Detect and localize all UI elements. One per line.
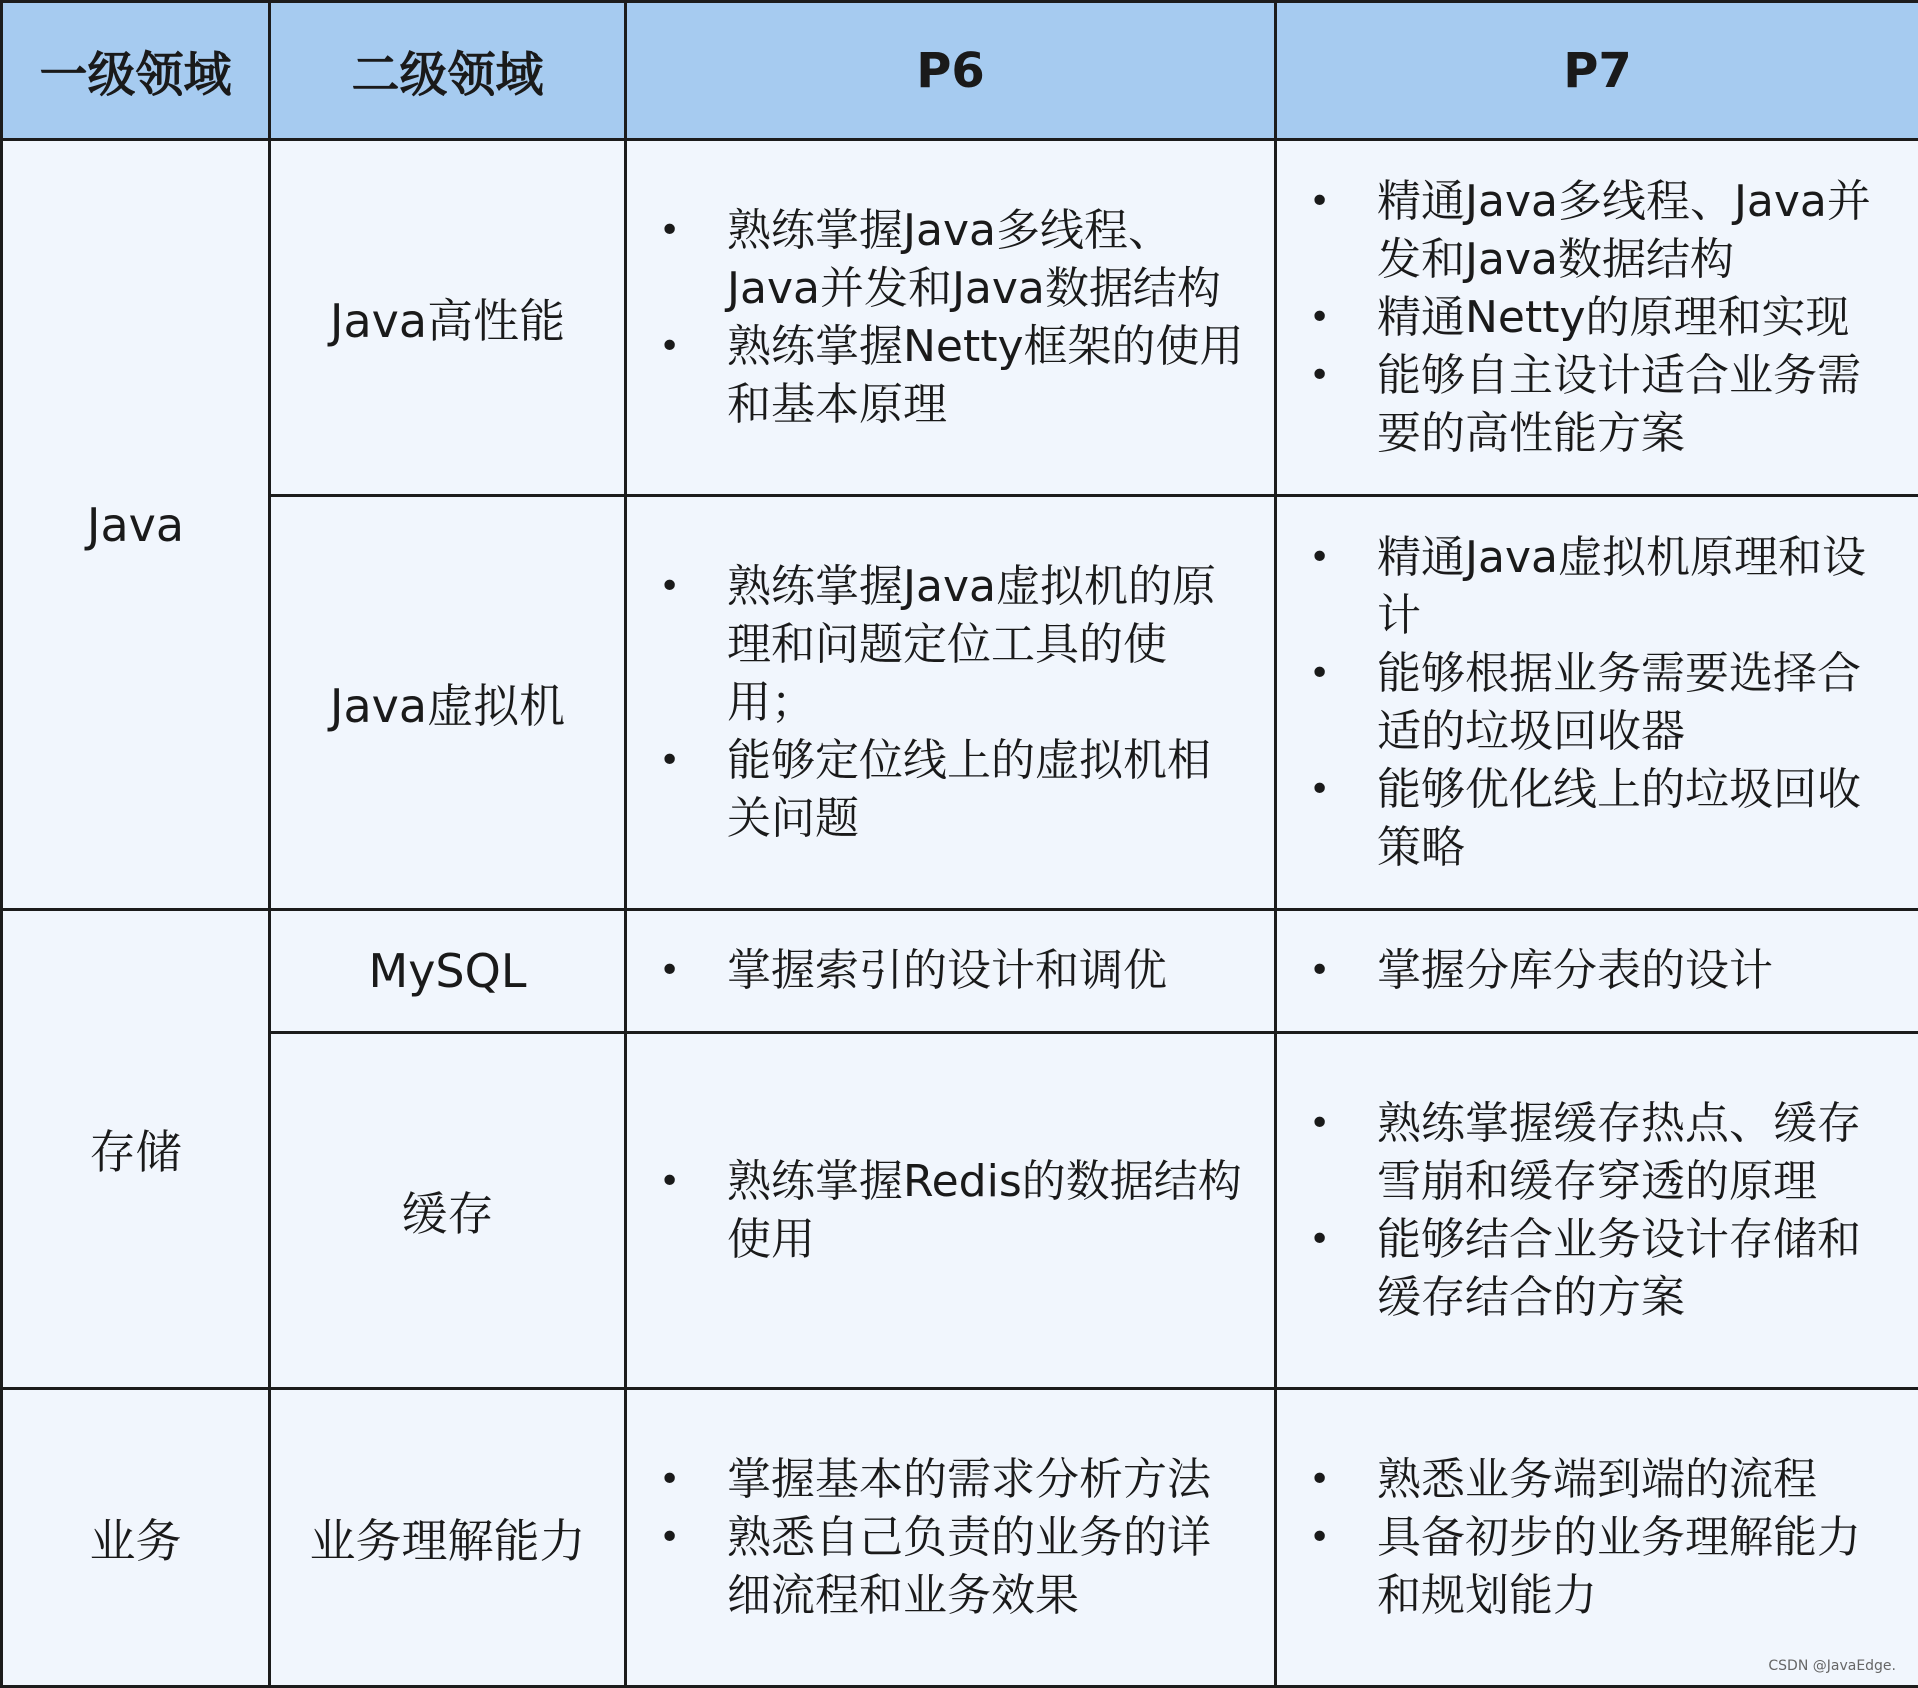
p7-cell bbox=[1276, 140, 1918, 496]
bullet-item: • 掌握分库分表的设计 bbox=[1377, 942, 1896, 1000]
bullet-item: • 能够结合业务设计存储和缓存结合的方案 bbox=[1377, 1211, 1896, 1327]
p7-cell bbox=[1276, 910, 1918, 1033]
bullet-item: • 能够根据业务需要选择合适的垃圾回收器 bbox=[1377, 645, 1896, 761]
bullet-item: • 精通Java多线程、Java并发和Java数据结构 bbox=[1377, 173, 1896, 289]
bullet-item: • 熟练掌握缓存热点、缓存雪崩和缓存穿透的原理 bbox=[1377, 1095, 1896, 1211]
p6-cell bbox=[626, 496, 1276, 910]
bullet-item: • 熟练掌握Redis的数据结构使用 bbox=[727, 1153, 1252, 1269]
bullet-item: • 能够定位线上的虚拟机相关问题 bbox=[727, 732, 1252, 848]
p7-list bbox=[1277, 529, 1918, 877]
p6-list bbox=[627, 1451, 1274, 1625]
domain-cell-java: Java bbox=[2, 140, 270, 910]
p7-list bbox=[1277, 1095, 1918, 1327]
domain-cell-business: 业务 bbox=[2, 1389, 270, 1687]
bullet-item: • 掌握基本的需求分析方法 bbox=[727, 1451, 1252, 1509]
subdomain-cell: MySQL bbox=[270, 910, 626, 1033]
domain-cell-storage: 存储 bbox=[2, 910, 270, 1389]
bullet-item: • 能够自主设计适合业务需要的高性能方案 bbox=[1377, 347, 1896, 463]
table-row bbox=[2, 496, 1918, 910]
header-row bbox=[2, 2, 1918, 140]
p6-cell bbox=[626, 140, 1276, 496]
p7-cell bbox=[1276, 1389, 1918, 1687]
p6-list bbox=[627, 202, 1274, 434]
p6-cell bbox=[626, 1389, 1276, 1687]
p7-list bbox=[1277, 1451, 1918, 1625]
p7-list bbox=[1277, 173, 1918, 463]
header-level1-domain: 一级领域 bbox=[2, 2, 270, 140]
bullet-item: • 精通Netty的原理和实现 bbox=[1377, 289, 1896, 347]
subdomain-cell: Java虚拟机 bbox=[270, 496, 626, 910]
p6-list bbox=[627, 942, 1274, 1000]
subdomain-cell: Java高性能 bbox=[270, 140, 626, 496]
bullet-item: • 熟练掌握Java多线程、Java并发和Java数据结构 bbox=[727, 202, 1252, 318]
p6-cell bbox=[626, 910, 1276, 1033]
p6-list bbox=[627, 558, 1274, 848]
bullet-item: • 掌握索引的设计和调优 bbox=[727, 942, 1252, 1000]
watermark: CSDN @JavaEdge. bbox=[1768, 1658, 1896, 1674]
bullet-item: • 能够优化线上的垃圾回收策略 bbox=[1377, 761, 1896, 877]
header-p6: P6 bbox=[626, 2, 1276, 140]
p7-cell bbox=[1276, 496, 1918, 910]
bullet-item: • 熟练掌握Java虚拟机的原理和问题定位工具的使用； bbox=[727, 558, 1252, 732]
header-p7: P7 bbox=[1276, 2, 1918, 140]
p6-cell bbox=[626, 1033, 1276, 1389]
bullet-item: • 熟悉业务端到端的流程 bbox=[1377, 1451, 1896, 1509]
p7-list bbox=[1277, 942, 1918, 1000]
bullet-item: • 精通Java虚拟机原理和设计 bbox=[1377, 529, 1896, 645]
table-row bbox=[2, 910, 1918, 1033]
bullet-item: • 具备初步的业务理解能力和规划能力 bbox=[1377, 1509, 1896, 1625]
p6-list bbox=[627, 1153, 1274, 1269]
bullet-item: • 熟悉自己负责的业务的详细流程和业务效果 bbox=[727, 1509, 1252, 1625]
header-level2-domain: 二级领域 bbox=[270, 2, 626, 140]
subdomain-cell: 业务理解能力 bbox=[270, 1389, 626, 1687]
table-row bbox=[2, 1389, 1918, 1687]
bullet-item: • 熟练掌握Netty框架的使用和基本原理 bbox=[727, 318, 1252, 434]
table-row bbox=[2, 1033, 1918, 1389]
subdomain-cell: 缓存 bbox=[270, 1033, 626, 1389]
table-row bbox=[2, 140, 1918, 496]
p7-cell bbox=[1276, 1033, 1918, 1389]
